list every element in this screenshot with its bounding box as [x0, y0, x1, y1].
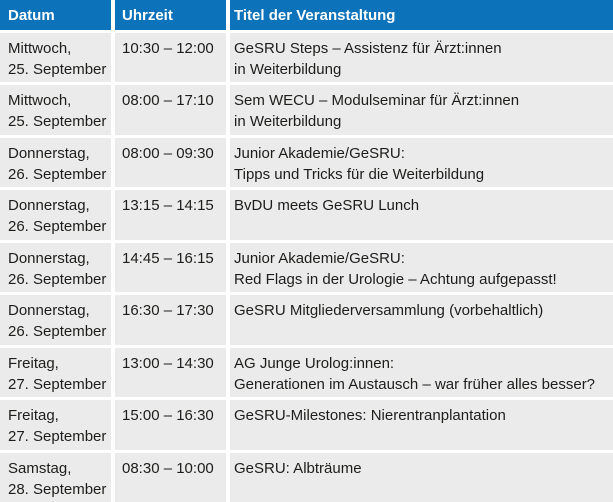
column-header-titel [230, 0, 613, 30]
time-cell [115, 243, 226, 292]
time-range: 16:30 – 17:30 [122, 302, 214, 320]
title-line-1: Junior Akademie/GeSRU: [234, 249, 405, 267]
title-line-1: Junior Akademie/GeSRU: [234, 144, 405, 162]
table-row [0, 138, 613, 187]
title-line-1: AG Junge Urolog:innen: [234, 354, 395, 372]
date-cell [0, 85, 111, 134]
title-cell [230, 295, 613, 344]
title-line-1: GeSRU Mitgliederversammlung (vorbehaltlich) [234, 302, 544, 320]
time-range: 13:15 – 14:15 [122, 197, 214, 215]
date-day: 26. September [8, 270, 107, 288]
date-weekday: Donnerstag, [8, 302, 90, 320]
date-day: 26. September [8, 323, 107, 341]
time-cell [115, 190, 226, 239]
date-weekday: Mittwoch, [8, 92, 72, 110]
date-weekday: Freitag, [8, 407, 59, 425]
time-cell [115, 400, 226, 449]
table-header-row [0, 0, 613, 30]
title-cell [230, 33, 613, 82]
table-row [0, 453, 613, 502]
title-line-1: Sem WECU – Modulseminar für Ärzt:innen [234, 92, 520, 110]
date-day: 25. September [8, 61, 107, 78]
title-line-2: Generationen im Austausch – war früher alles besser? [234, 375, 596, 393]
date-cell [0, 400, 111, 449]
time-range: 08:00 – 17:10 [122, 92, 214, 110]
date-weekday: Donnerstag, [8, 197, 90, 215]
table-row [0, 33, 613, 82]
date-weekday: Donnerstag, [8, 249, 90, 267]
table-row [0, 348, 613, 397]
date-weekday: Donnerstag, [8, 144, 90, 162]
time-cell [115, 295, 226, 344]
date-day: 28. September [8, 480, 107, 498]
title-line-1: GeSRU: Albträume [234, 459, 362, 477]
time-range: 14:45 – 16:15 [122, 249, 214, 267]
column-header-datum-label: Datum [8, 6, 55, 24]
date-weekday: Samstag, [8, 459, 72, 477]
time-range: 13:00 – 14:30 [122, 354, 214, 372]
table-row [0, 400, 613, 449]
title-line-2: Red Flags in der Urologie – Achtung aufgepasst! [234, 270, 557, 288]
time-cell [115, 138, 226, 187]
table-row [0, 85, 613, 134]
date-day: 26. September [8, 165, 107, 183]
title-line-1: BvDU meets GeSRU Lunch [234, 197, 420, 215]
date-cell [0, 190, 111, 239]
title-line-1: GeSRU-Milestones: Nierentranplantation [234, 407, 506, 425]
date-day: 27. September [8, 428, 107, 446]
title-line-2: in Weiterbildung [234, 113, 342, 131]
title-cell [230, 85, 613, 134]
time-cell [115, 85, 226, 134]
date-day: 26. September [8, 218, 107, 236]
time-range: 15:00 – 16:30 [122, 407, 214, 425]
column-header-datum [0, 0, 111, 30]
date-cell [0, 138, 111, 187]
title-line-2: in Weiterbildung [234, 61, 342, 78]
date-cell [0, 243, 111, 292]
time-cell [115, 348, 226, 397]
title-line-1: GeSRU Steps – Assistenz für Ärzt:innen [234, 40, 502, 57]
date-day: 25. September [8, 113, 107, 131]
date-cell [0, 33, 111, 82]
date-weekday: Freitag, [8, 354, 59, 372]
title-cell [230, 190, 613, 239]
title-cell [230, 243, 613, 292]
time-range: 08:30 – 10:00 [122, 459, 214, 477]
title-cell [230, 453, 613, 502]
title-cell [230, 138, 613, 187]
date-cell [0, 348, 111, 397]
table-row [0, 295, 613, 344]
title-cell [230, 400, 613, 449]
table-row [0, 190, 613, 239]
date-cell [0, 453, 111, 502]
column-header-uhrzeit [115, 0, 226, 30]
date-day: 27. September [8, 375, 107, 393]
date-cell [0, 295, 111, 344]
table-row [0, 243, 613, 292]
time-cell [115, 33, 226, 82]
title-line-2: Tipps und Tricks für die Weiterbildung [234, 165, 485, 183]
time-cell [115, 453, 226, 502]
title-cell [230, 348, 613, 397]
column-header-titel-label: Titel der Veranstaltung [234, 6, 396, 24]
time-range: 08:00 – 09:30 [122, 144, 214, 162]
date-weekday: Mittwoch, [8, 40, 72, 57]
column-header-uhrzeit-label: Uhrzeit [122, 6, 173, 24]
time-range: 10:30 – 12:00 [122, 40, 214, 57]
